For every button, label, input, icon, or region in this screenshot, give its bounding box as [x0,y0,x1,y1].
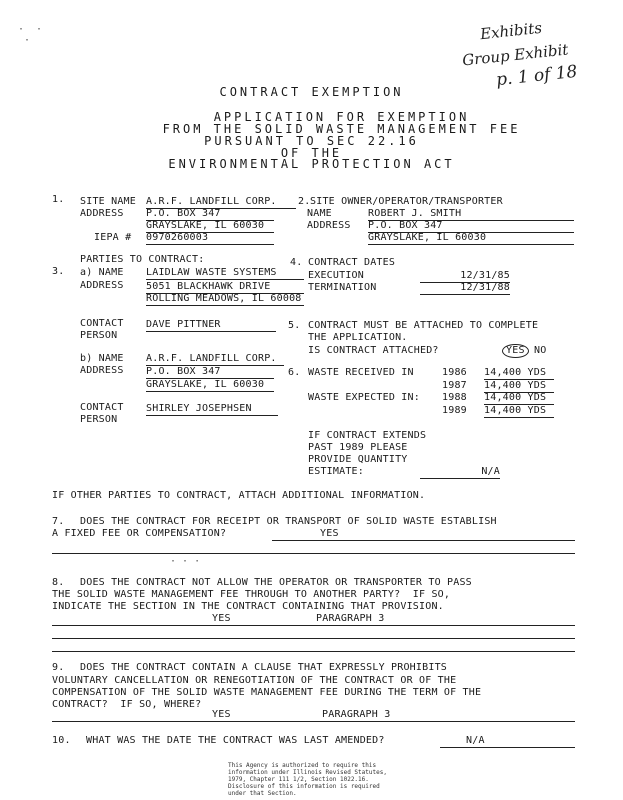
s6-received-label: WASTE RECEIVED IN [308,367,414,378]
s4-execution-value[interactable]: 12/31/85 [420,270,510,283]
s2-address-line2[interactable]: GRAYSLAKE, IL 60030 [368,232,574,245]
s1-address-line2[interactable]: GRAYSLAKE, IL 60030 [146,220,274,233]
q8-answer[interactable]: YES [212,613,231,624]
s4-execution-label: EXECUTION [308,270,364,281]
s4-number: 4. [290,257,303,268]
q7-line1: DOES THE CONTRACT FOR RECEIPT OR TRANSPORT OF SOLID WASTE ESTABLISH [80,516,497,527]
q10-answer[interactable]: N/A [440,735,575,748]
q9-line3: COMPENSATION OF THE SOLID WASTE MANAGEMENT FEE DURING THE TERM OF THE [52,687,482,698]
s5-line2: THE APPLICATION. [308,332,408,343]
s3a-address-label: ADDRESS [80,280,124,291]
s3a-person-label: PERSON [80,330,118,341]
s1-iepa-value[interactable]: 0970260003 [146,232,274,245]
s5-line1: CONTRACT MUST BE ATTACHED TO COMPLETE [308,320,539,331]
s6-extend-line1: IF CONTRACT EXTENDS [308,430,427,441]
s2-name-value[interactable]: ROBERT J. SMITH [368,208,574,221]
s1-site-name-value[interactable]: A.R.F. LANDFILL CORP. [146,196,296,209]
q7-line2: A FIXED FEE OR COMPENSATION? [52,528,227,539]
q8-number: 8. [52,577,65,588]
s6-year-1989: 1989 [442,405,467,416]
s3-number: 3. [52,266,65,277]
s6-value-1987[interactable]: 14,400 YDS [484,380,554,393]
s3a-contact-label: CONTACT [80,318,124,329]
s3b-contact-value[interactable]: SHIRLEY JOSEPHSEN [146,403,278,416]
s5-yes-circled[interactable]: YES [502,344,529,358]
s3b-address-label: ADDRESS [80,365,124,376]
s3b-address-line2[interactable]: GRAYSLAKE, IL 60030 [146,379,274,392]
handwritten-note-1: Exhibits [479,18,543,44]
s2-title: SITE OWNER/OPERATOR/TRANSPORTER [310,196,503,207]
s1-number: 1. [52,194,65,205]
q9-line1: DOES THE CONTRACT CONTAIN A CLAUSE THAT EXPRESSLY PROHIBITS [80,662,448,673]
q7-blank-line [52,553,575,554]
s6-extend-line3: PROVIDE QUANTITY [308,454,408,465]
q10-number: 10. [52,735,71,746]
s2-number: 2. [298,196,311,207]
footer-disclosure-notice: This Agency is authorized to require this information under Illinois Revised Statutes, 1979, Chapter 111 1/2, Section 1022.16. Disclosure of this information is required under that Section. [228,762,391,797]
s5-line3: IS CONTRACT ATTACHED? [308,345,439,356]
q8-line1: DOES THE CONTRACT NOT ALLOW THE OPERATOR OR TRANSPORTER TO PASS [80,577,472,588]
handwritten-note-2: Group Exhibit [461,40,570,70]
q8-line2: THE SOLID WASTE MANAGEMENT FEE THROUGH TO ANOTHER PARTY? IF SO, [52,589,451,600]
s6-value-1986[interactable]: 14,400 YDS [484,367,554,380]
q9-line4: CONTRACT? IF SO, WHERE? [52,699,202,710]
q9-section[interactable]: PARAGRAPH 3 [322,709,391,720]
q7-number: 7. [52,516,65,527]
s3b-contact-label: CONTACT [80,402,124,413]
s6-year-1987: 1987 [442,380,467,391]
s4-termination-value[interactable]: 12/31/88 [420,282,510,295]
header-of-the: OF THE [280,146,343,160]
q9-answer-line [52,721,575,722]
s6-estimate-value[interactable]: N/A [420,466,500,479]
s4-termination-label: TERMINATION [308,282,377,293]
s6-extend-line2: PAST 1989 PLEASE [308,442,408,453]
header-contract-exemption: CONTRACT EXEMPTION [219,85,404,99]
s2-address-line1[interactable]: P.O. BOX 347 [368,220,574,233]
s2-name-label: NAME [307,208,332,219]
s6-extend-line4: ESTIMATE: [308,466,364,477]
s3a-contact-value[interactable]: DAVE PITTNER [146,319,276,332]
q10-text: WHAT WAS THE DATE THE CONTRACT WAS LAST AMENDED? [86,735,385,746]
header-act: ENVIRONMENTAL PROTECTION ACT [168,157,455,171]
s5-no[interactable]: NO [534,345,547,356]
header-application: APPLICATION FOR EXEMPTION [213,110,470,124]
scan-specks: · · · [18,24,43,46]
s1-address-line1[interactable]: P.O. BOX 347 [146,208,274,221]
q7-answer[interactable]: YES [272,528,575,541]
parties-label: PARTIES TO CONTRACT: [80,254,205,265]
s3b-name-value[interactable]: A.R.F. LANDFILL CORP. [146,353,284,366]
q8-line3: INDICATE THE SECTION IN THE CONTRACT CONTAINING THAT PROVISION. [52,601,444,612]
s3b-address-line1[interactable]: P.O. BOX 347 [146,366,274,379]
s1-iepa-label: IEPA # [94,232,132,243]
s3a-name-value[interactable]: LAIDLAW WASTE SYSTEMS [146,267,304,280]
s2-address-label: ADDRESS [307,220,351,231]
s3b-person-label: PERSON [80,414,118,425]
q8-section[interactable]: PARAGRAPH 3 [316,613,385,624]
q8-blank-line-2 [52,651,575,652]
s3b-name-label: b) NAME [80,353,124,364]
q9-line2: VOLUNTARY CANCELLATION OR RENEGOTIATION OF THE CONTRACT OR OF THE [52,675,457,686]
handwritten-note-3: p. 1 of 18 [495,61,579,91]
other-parties-note: IF OTHER PARTIES TO CONTRACT, ATTACH ADDITIONAL INFORMATION. [52,490,426,501]
s6-number: 6. [288,367,301,378]
s1-address-label: ADDRESS [80,208,124,219]
s6-year-1988: 1988 [442,392,467,403]
s6-expected-label: WASTE EXPECTED IN: [308,392,420,403]
s6-year-1986: 1986 [442,367,467,378]
header-from: FROM THE SOLID WASTE MANAGEMENT FEE [162,122,521,136]
s3a-name-label: a) NAME [80,267,124,278]
s5-number: 5. [288,320,301,331]
header-pursuant: PURSUANT TO SEC 22.16 [204,134,419,148]
q7-specks: · · · [170,556,201,567]
q8-answer-line [52,625,575,626]
s1-site-name-label: SITE NAME [80,196,136,207]
s4-title: CONTRACT DATES [308,257,396,268]
q8-blank-line-1 [52,638,575,639]
q9-answer[interactable]: YES [212,709,231,720]
s6-value-1989[interactable]: 14,400 YDS [484,405,554,418]
s3a-address-line2[interactable]: ROLLING MEADOWS, IL 60008 [146,293,304,306]
s6-value-1988[interactable]: 14,400 YDS [484,392,554,405]
q9-number: 9. [52,662,65,673]
s3a-address-line1[interactable]: 5051 BLACKHAWK DRIVE [146,281,304,294]
